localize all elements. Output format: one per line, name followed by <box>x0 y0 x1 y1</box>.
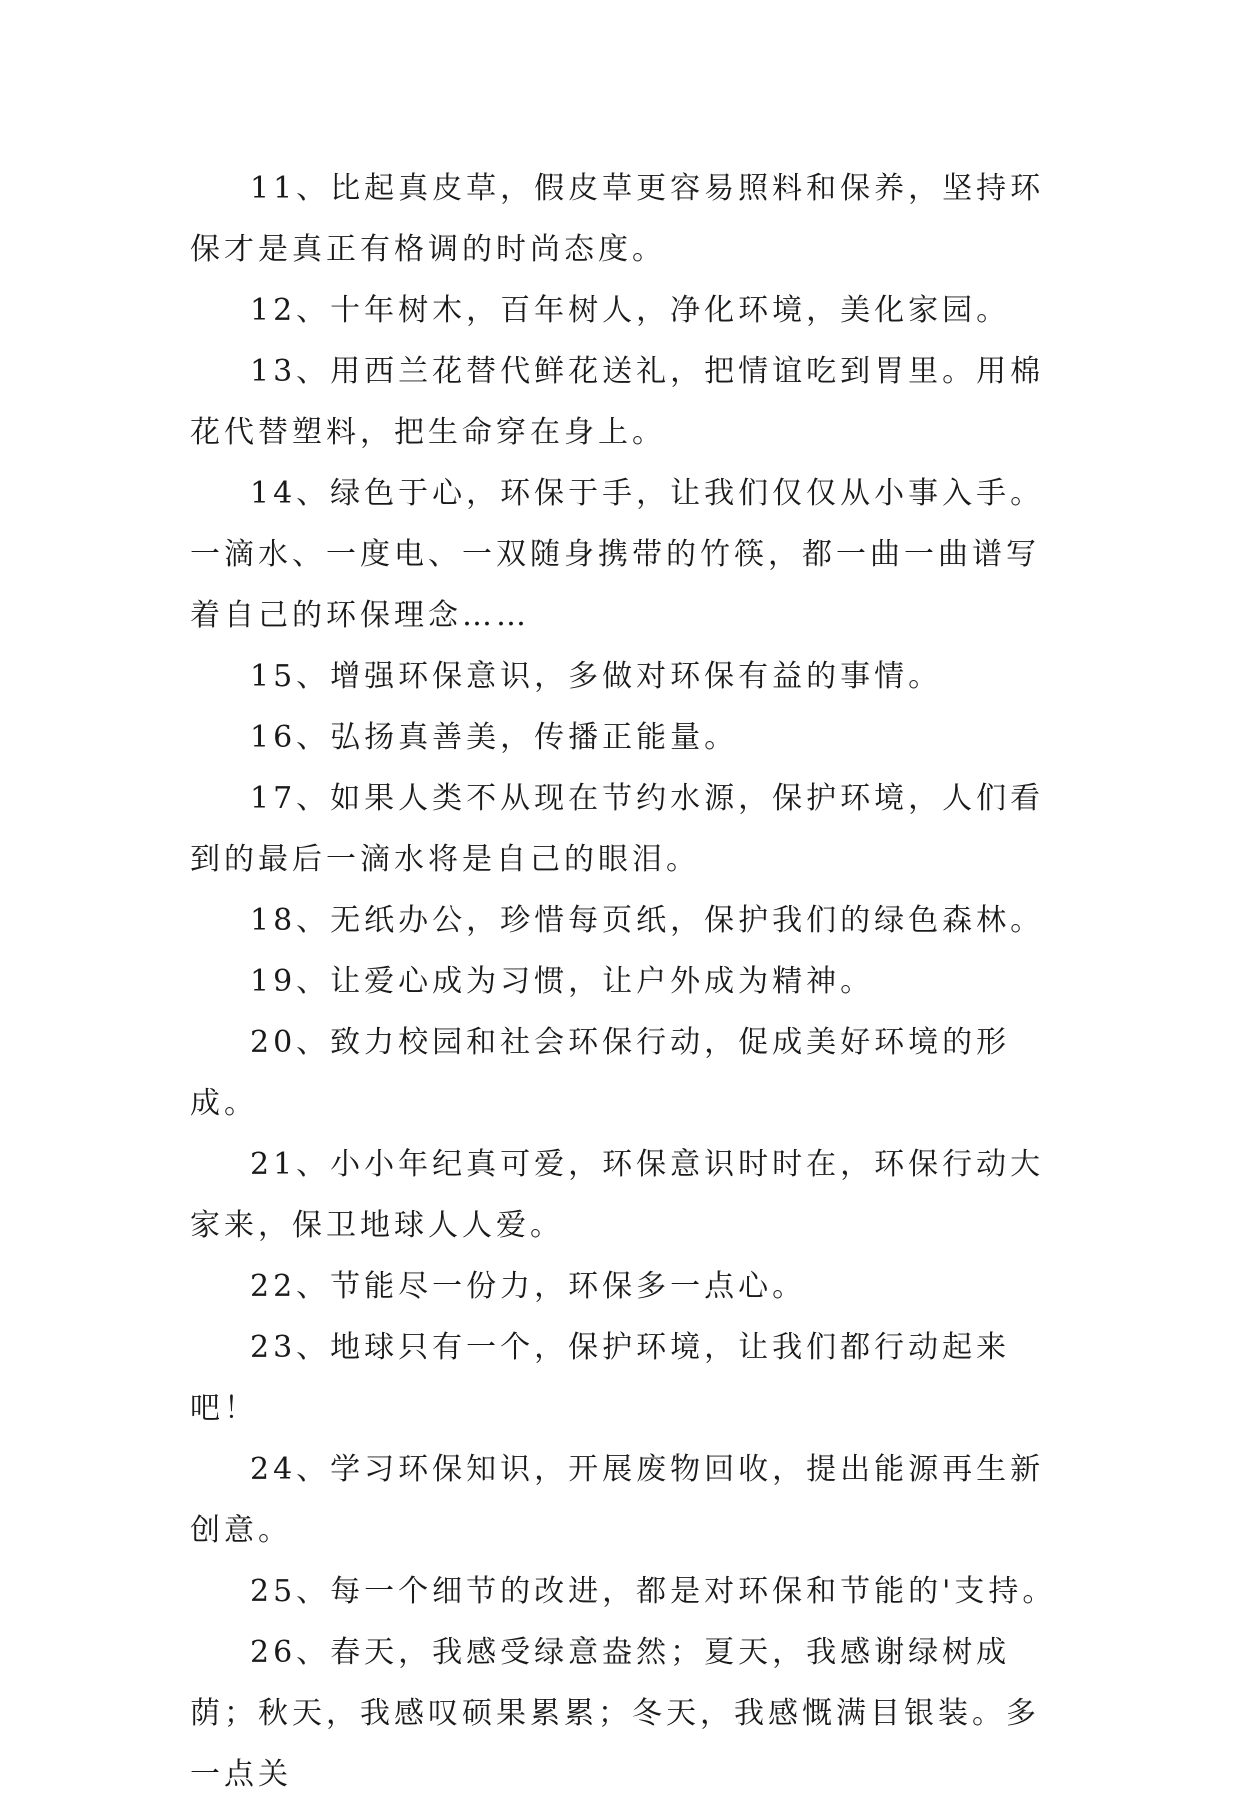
slogan-paragraph-22: 22、节能尽一份力，环保多一点心。 <box>250 1269 807 1304</box>
slogan-paragraph-13: 13、用西兰花替代鲜花送礼，把情谊吃到胃里。用棉花代替塑料，把生命穿在身上。 <box>190 354 1045 450</box>
slogan-paragraph-20: 20、致力校园和社会环保行动，促成美好环境的形成。 <box>190 1025 1011 1121</box>
slogan-paragraph-16: 16、弘扬真善美，传播正能量。 <box>250 720 739 755</box>
slogan-paragraph-21: 21、小小年纪真可爱，环保意识时时在，环保行动大家来，保卫地球人人爱。 <box>190 1147 1045 1243</box>
slogan-paragraph-25: 25、每一个细节的改进，都是对环保和节能的'支持。 <box>250 1574 1057 1609</box>
slogan-paragraph-11: 11、比起真皮草，假皮草更容易照料和保养，坚持环保才是真正有格调的时尚态度。 <box>190 171 1045 267</box>
slogan-paragraph-18: 18、无纸办公，珍惜每页纸，保护我们的绿色森林。 <box>250 903 1045 938</box>
slogan-paragraph-24: 24、学习环保知识，开展废物回收，提出能源再生新创意。 <box>190 1452 1045 1548</box>
slogan-paragraph-14: 14、绿色于心，环保于手，让我们仅仅从小事入手。一滴水、一度电、一双随身携带的竹筷，都一曲一曲谱写着自己的环保理念…… <box>190 476 1045 633</box>
slogan-paragraph-15: 15、增强环保意识，多做对环保有益的事情。 <box>250 659 943 694</box>
document-body <box>190 158 1070 1805</box>
slogan-paragraph-19: 19、让爱心成为习惯，让户外成为精神。 <box>250 964 875 999</box>
slogan-paragraph-17: 17、如果人类不从现在节约水源，保护环境，人们看到的最后一滴水将是自己的眼泪。 <box>190 781 1045 877</box>
slogan-paragraph-12: 12、十年树木，百年树人，净化环境，美化家园。 <box>250 293 1011 328</box>
slogan-paragraph-26: 26、春天，我感受绿意盎然；夏天，我感谢绿树成荫；秋天，我感叹硕果累累；冬天，我感慨满目银装。多一点关 <box>190 1635 1040 1792</box>
slogan-paragraph-23: 23、地球只有一个，保护环境，让我们都行动起来吧！ <box>190 1330 1011 1426</box>
